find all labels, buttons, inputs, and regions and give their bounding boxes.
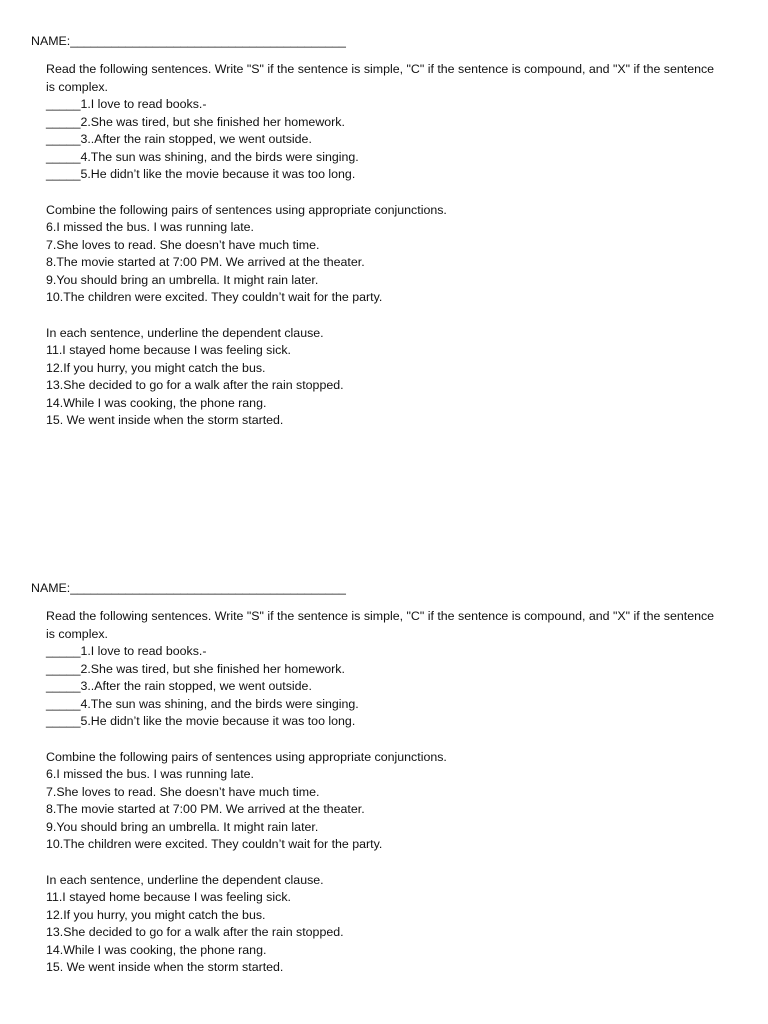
question-9: 9.You should bring an umbrella. It might rain later. — [46, 272, 319, 287]
question-12: 12.If you hurry, you might catch the bus. — [46, 907, 266, 922]
question-14: 14.While I was cooking, the phone rang. — [46, 942, 267, 957]
question-4: _____4.The sun was shining, and the birds were singing. — [46, 696, 359, 711]
question-8: 8.The movie started at 7:00 PM. We arrived at the theater. — [46, 802, 365, 816]
question-10: 10.The children were excited. They couldn’t wait for the party. — [46, 290, 383, 304]
question-4: _____4.The sun was shining, and the birds were singing. — [46, 149, 359, 164]
section1-instructions: Read the following sentences. Write "S" if the sentence is simple, "C" if the sentence is compound, and "X" if the sentence is complex. — [46, 62, 715, 94]
question-15: 15. We went inside when the storm started. — [46, 413, 284, 427]
question-9: 9.You should bring an umbrella. It might rain later. — [46, 819, 319, 834]
section-spacer — [46, 731, 726, 749]
question-13: 13.She decided to go for a walk after the rain stopped. — [46, 378, 344, 392]
question-11: 11.I stayed home because I was feeling sick. — [46, 343, 291, 357]
worksheet-body — [46, 61, 726, 430]
question-7: 7.She loves to read. She doesn’t have much time. — [46, 784, 320, 799]
section3-instructions: In each sentence, underline the dependent clause. — [46, 325, 324, 340]
worksheet-body — [46, 608, 726, 977]
name-field-label[interactable]: NAME:________________________________________ — [31, 581, 346, 595]
question-5: _____5.He didn’t like the movie because it was too long. — [46, 167, 356, 181]
question-2: _____2.She was tired, but she finished her homework. — [46, 661, 345, 676]
question-1: _____1.I love to read books.- — [46, 644, 207, 658]
section3-instructions: In each sentence, underline the dependent clause. — [46, 872, 324, 887]
section1-instructions: Read the following sentences. Write "S" if the sentence is simple, "C" if the sentence is compound, and "X" if the sentence is complex. — [46, 609, 715, 641]
name-field-label[interactable]: NAME:________________________________________ — [31, 34, 346, 48]
question-5: _____5.He didn’t like the movie because it was too long. — [46, 714, 356, 728]
question-3: _____3..After the rain stopped, we went outside. — [46, 679, 312, 693]
question-6: 6.I missed the bus. I was running late. — [46, 767, 254, 781]
question-1: _____1.I love to read books.- — [46, 97, 207, 111]
section-spacer — [46, 307, 726, 325]
question-8: 8.The movie started at 7:00 PM. We arrived at the theater. — [46, 255, 365, 269]
question-2: _____2.She was tired, but she finished her homework. — [46, 114, 345, 129]
question-12: 12.If you hurry, you might catch the bus. — [46, 360, 266, 375]
section2-instructions: Combine the following pairs of sentences using appropriate conjunctions. — [46, 749, 447, 764]
section2-instructions: Combine the following pairs of sentences using appropriate conjunctions. — [46, 202, 447, 217]
question-10: 10.The children were excited. They couldn’t wait for the party. — [46, 837, 383, 851]
question-6: 6.I missed the bus. I was running late. — [46, 220, 254, 234]
question-15: 15. We went inside when the storm started. — [46, 960, 284, 974]
question-7: 7.She loves to read. She doesn’t have much time. — [46, 237, 320, 252]
question-3: _____3..After the rain stopped, we went outside. — [46, 132, 312, 146]
question-13: 13.She decided to go for a walk after the rain stopped. — [46, 925, 344, 939]
question-14: 14.While I was cooking, the phone rang. — [46, 395, 267, 410]
question-11: 11.I stayed home because I was feeling sick. — [46, 890, 291, 904]
section-spacer — [46, 854, 726, 872]
section-spacer — [46, 184, 726, 202]
